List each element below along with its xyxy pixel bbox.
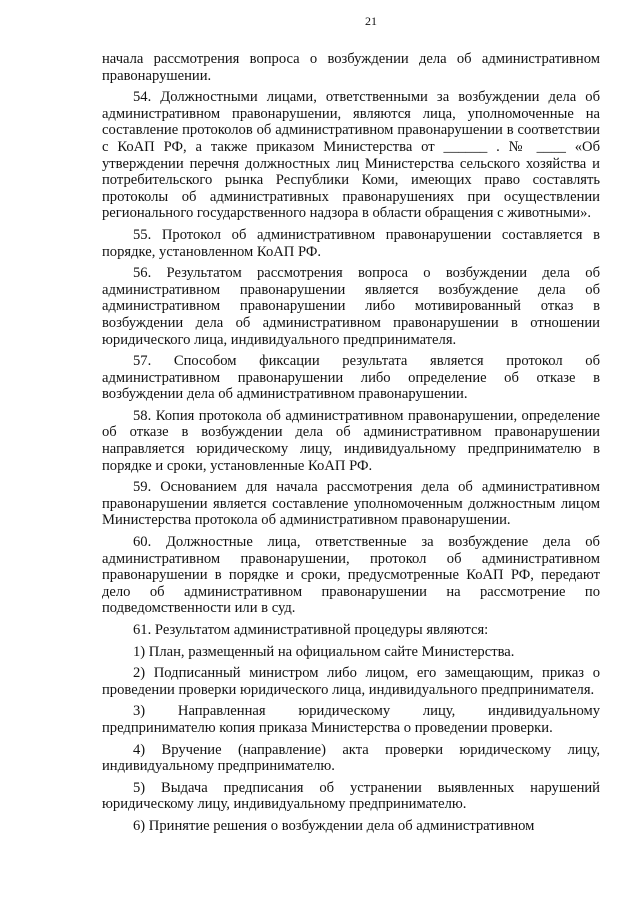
page-number: 21 (365, 14, 377, 28)
list-item: 6) Принятие решения о возбуждении дела об административном (133, 817, 535, 834)
paragraph-continuation: начала рассмотрения вопроса о возбуждении дела об административном правонарушении. (102, 51, 600, 84)
list-item: 1) План, размещенный на официальном сайте Министерства. (133, 643, 515, 660)
list-item: 5) Выдача предписания об устранении выявленных нарушений юридическому лицу, индивидуальному предпринимателю. (102, 779, 600, 813)
list-item: 3) Направленная юридическому лицу, индивидуальному предпринимателю копия приказа Министерства о проведении проверки. (102, 703, 600, 736)
paragraph-55: 55. Протокол об административном правонарушении составляется в порядке, установленном КоАП РФ. (102, 226, 600, 260)
list-item: 4) Вручение (направление) акта проверки юридическому лицу, индивидуальному предпринимателю. (102, 741, 600, 775)
paragraph-56: 56. Результатом рассмотрения вопроса о возбуждении дела об административном правонарушении является возбуждение дела об административном правонарушении либо мотивированный отказ в возбуждении дела об административном правонарушении в отношении юридического лица, индивидуального предпринимателя. (102, 265, 600, 348)
paragraph-58: 58. Копия протокола об административном правонарушении, определение об отказе в возбуждении дела об административном правонарушении направляется юридическому лицу, индивидуальному предпринимателю в порядке и сроки, установленные КоАП РФ. (102, 407, 600, 474)
document-body (102, 51, 600, 835)
paragraph-60: 60. Должностные лица, ответственные за возбуждение дела об административном правонарушении, протокол об административном правонарушении в порядке и сроки, предусмотренные КоАП РФ, передают дело об административном правонарушении на рассмотрение по подведомственности или в суд. (102, 534, 600, 617)
paragraph-57: 57. Способом фиксации результата является протокол об административном правонарушении либо определение об отказе в возбуждении дела об административном правонарушении. (102, 353, 600, 403)
result-list (102, 644, 600, 835)
paragraph-61: 61. Результатом административной процедуры являются: (133, 622, 489, 638)
paragraph-59: 59. Основанием для начала рассмотрения дела об административном правонарушении является составление уполномоченным должностным лицом Министерства протокола об административном правонарушении. (102, 479, 600, 529)
paragraph-54: 54. Должностными лицами, ответственными за возбуждении дела об административном правонарушении, являются лица, уполномоченные на составление протоколов об административном правонарушении в соответствии с КоАП РФ, а также приказом Министерства от ______ . № ____ «Об утверждении перечня должностных лиц Министерства сельского хозяйства и потребительского рынка Республики Коми, имеющих право составлять протоколы об административных правонарушениях при осуществлении регионального государственного надзора в области обращения с животными». (102, 89, 600, 222)
list-item: 2) Подписанный министром либо лицом, его замещающим, приказ о проведении проверки юридического лица, индивидуального предпринимателя. (102, 665, 600, 698)
